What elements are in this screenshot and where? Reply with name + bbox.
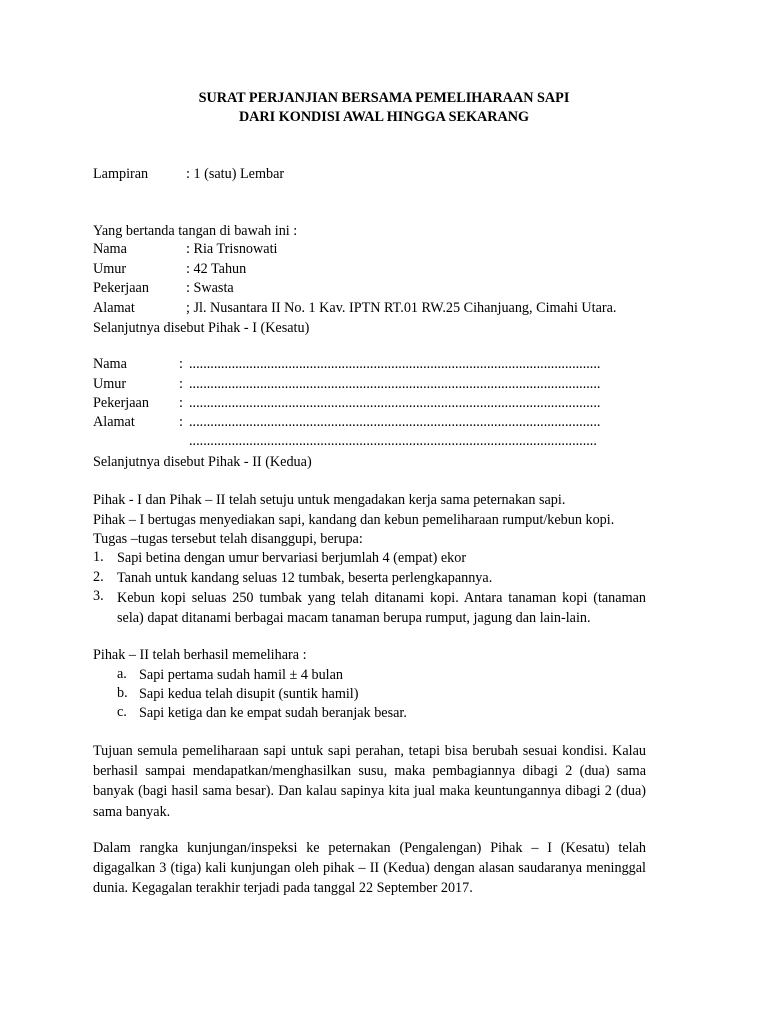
result-item-text: Sapi ketiga dan ke empat sudah beranjak besar. [139,705,407,721]
pihak2-pekerjaan-dots: .................................................................................................................... [189,395,601,411]
pihak2-umur-label: Umur [93,376,127,392]
pihak1-alamat-value: ; Jl. Nusantara II No. 1 Kav. IPTN RT.01 RW.25 Cihanjuang, Cimahi Utara. [186,300,617,316]
result-item-text: Sapi kedua telah disupit (suntik hamil) [139,686,359,702]
agreement-item-number: 1. [93,549,104,565]
pihak1-closing: Selanjutnya disebut Pihak - I (Kesatu) [93,320,310,336]
agreement-line1: Pihak - I dan Pihak – II telah setuju untuk mengadakan kerja sama peternakan sapi. [93,492,566,508]
pihak1-pekerjaan-label: Pekerjaan [93,280,149,296]
pihak2-alamat-dots: .................................................................................................................... [189,414,601,430]
agreement-item-text: Tanah untuk kandang seluas 12 tumbak, beserta perlengkapannya. [117,570,493,586]
lampiran-label: Lampiran [93,166,149,182]
pihak2-alamat-label: Alamat [93,414,135,430]
document-title-line2: DARI KONDISI AWAL HINGGA SEKARANG [238,109,530,125]
agreement-item-number: 2. [93,569,104,585]
pihak2-nama-label: Nama [93,356,127,372]
pihak2-pekerjaan-colon: : [179,395,183,411]
pihak2-closing: Selanjutnya disebut Pihak - II (Kedua) [93,454,312,470]
pihak2-nama-dots: .................................................................................................................... [189,356,601,372]
intro-text: Yang bertanda tangan di bawah ini : [93,223,298,239]
pihak1-pekerjaan-value: : Swasta [186,280,234,296]
result-item-letter: b. [117,685,128,701]
agreement-item-text: Sapi betina dengan umur bervariasi berjumlah 4 (empat) ekor [117,550,467,566]
lampiran-value: : 1 (satu) Lembar [186,166,285,182]
agreement-item-text: Kebun kopi seluas 250 tumbak yang telah ditanami kopi. Antara tanaman kopi (tanaman sela) dapat ditanami berbagai macam tanaman berupa rumput, jagung dan lain-lain. [117,590,646,627]
pihak2-umur-colon: : [179,376,183,392]
pihak2-result-intro: Pihak – II telah berhasil memelihara : [93,647,307,663]
pihak2-pekerjaan-label: Pekerjaan [93,395,149,411]
result-item-letter: c. [117,704,127,720]
pihak1-umur-label: Umur [93,261,127,277]
result-item-text: Sapi pertama sudah hamil ± 4 bulan [139,667,344,683]
paragraph-kunjungan: Dalam rangka kunjungan/inspeksi ke peternakan (Pengalengan) Pihak – I (Kesatu) telah digagalkan 3 (tiga) kali kunjungan oleh pihak – II (Kedua) dengan alasan saudaranya meninggal dunia. Kegagalan terakhir terjadi pada tanggal 22 September 2017. [93,840,646,897]
document-title-line1: SURAT PERJANJIAN BERSAMA PEMELIHARAAN SAPI [198,90,570,106]
agreement-line2: Pihak – I bertugas menyediakan sapi, kandang dan kebun pemeliharaan rumput/kebun kopi. [93,512,615,528]
pihak1-alamat-label: Alamat [93,300,135,316]
agreement-line3: Tugas –tugas tersebut telah disanggupi, berupa: [93,531,363,547]
pihak1-umur-value: : 42 Tahun [186,261,247,277]
pihak2-umur-dots: .................................................................................................................... [189,376,601,392]
result-item-letter: a. [117,666,127,682]
pihak1-nama-value: : Ria Trisnowati [186,241,278,257]
pihak2-nama-colon: : [179,356,183,372]
paragraph-tujuan: Tujuan semula pemeliharaan sapi untuk sapi perahan, tetapi bisa berubah sesuai kondisi. Kalau berhasil sampai mendapatkan/menghasilkan susu, maka pembagiannya dibagi 2 (dua) sama banyak (bagi hasil sama besar). Dan kalau sapinya kita jual maka keuntungannya dibagi 2 (dua) sama banyak. [93,743,646,820]
agreement-item-number: 3. [93,588,104,604]
pihak2-alamat-dots-line2: ................................................................................................................... [189,433,597,449]
pihak1-nama-label: Nama [93,241,127,257]
pihak2-alamat-colon: : [179,414,183,430]
